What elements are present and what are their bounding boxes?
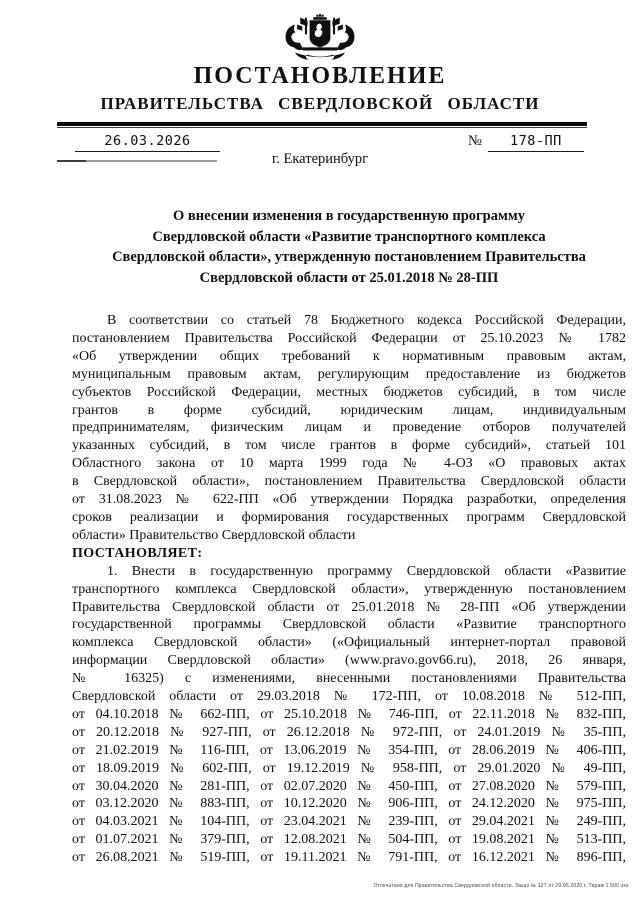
text-line: О внесении изменения в государственную программу xyxy=(173,208,525,224)
date-value: 26.03.2026 xyxy=(104,133,191,149)
text-line: в Свердловской области», постановлением Правительства Свердловской области xyxy=(72,474,626,490)
text-line: от 01.07.2021 № 379-ПП, от 12.08.2021 № 504-ПП, от 19.08.2021 № 513-ПП, xyxy=(72,832,626,848)
text-line: постановлением Правительства Российской Федерации от 25.10.2023 № 1782 xyxy=(72,330,626,346)
text-line: Свердловской области «Развитие транспортного комплекса xyxy=(152,228,546,245)
authority-heading: ПРАВИТЕЛЬСТВА СВЕРДЛОВСКОЙ ОБЛАСТИ xyxy=(100,94,540,113)
text-line: от 18.09.2019 № 602-ПП, от 19.12.2019 № 958-ПП, от 29.01.2020 № 49-ПП, xyxy=(72,760,626,776)
paragraph-amendments-list xyxy=(72,563,626,867)
text-line: указанных субсидий, в том числе грантов в форме субсидий», статьей 101 xyxy=(72,438,626,454)
header-divider xyxy=(57,122,587,128)
paragraph-preamble xyxy=(72,312,626,545)
text-line: транспортного комплекса Свердловской области», утвержденную постановлением xyxy=(72,581,626,597)
text-line: от 04.10.2018 № 662-ПП, от 25.10.2018 № 746-ПП, от 22.11.2018 № 832-ПП, xyxy=(72,706,626,722)
text-line: муниципальным правовым актам, регулирующим предоставление из бюджетов xyxy=(72,366,626,382)
print-imprint: Отпечатано для Правительства Свердловской области. Заказ № 127 от 29.05.2020 г. Тираж 1 500 экз. xyxy=(373,883,630,889)
text-line: комплекса Свердловской области» («Официальный интернет-портал правовой xyxy=(72,635,626,651)
text-line: от 31.08.2023 № 622-ПП «Об утверждении Порядка разработки, определения xyxy=(72,492,626,508)
text-line: грантов в форме субсидий, юридическим лицам, индивидуальным xyxy=(72,402,626,418)
resolution-label: ПОСТАНОВЛЯЕТ: xyxy=(72,545,203,561)
text-line: Свердловской области от 25.01.2018 № 28-ПП xyxy=(199,270,499,287)
text-line: Свердловской области от 29.03.2018 № 172-ПП, от 10.08.2018 № 512-ПП, xyxy=(72,689,626,705)
text-line: области» Правительство Свердловской области xyxy=(72,527,356,543)
text-line: от 04.03.2021 № 104-ПП, от 23.04.2021 № 239-ПП, от 29.04.2021 № 249-ПП, xyxy=(72,814,626,830)
text-line: 1. Внести в государственную программу Свердловской области «Развитие xyxy=(107,563,626,579)
text-line: от 03.12.2020 № 883-ПП, от 10.12.2020 № 906-ПП, от 24.12.2020 № 975-ПП, xyxy=(72,796,626,812)
number-field xyxy=(468,133,584,152)
doc-type-heading: ПОСТАНОВЛЕНИЕ xyxy=(193,63,447,89)
text-line: от 21.02.2019 № 116-ПП, от 13.06.2019 № 354-ПП, от 28.06.2019 № 406-ПП, xyxy=(72,742,626,758)
text-line: от 26.08.2021 № 519-ПП, от 19.11.2021 № 791-ПП, от 16.12.2021 № 896-ПП, xyxy=(72,850,626,866)
date-field xyxy=(75,133,220,152)
text-line: № 16325) с изменениями, внесенными постановлениями Правительства xyxy=(72,671,626,687)
text-line: Правительства Свердловской области от 25.01.2018 № 28-ПП «Об утверждении xyxy=(72,599,626,615)
document-title xyxy=(72,206,626,289)
text-line: от 20.12.2018 № 927-ПП, от 26.12.2018 № 972-ПП, от 24.01.2019 № 35-ПП, xyxy=(72,724,626,740)
text-line: В соответствии со статьей 78 Бюджетного кодекса Российской Федерации, xyxy=(107,313,626,328)
text-line: от 30.04.2020 № 281-ПП, от 02.07.2020 № 450-ПП, от 27.08.2020 № 579-ПП, xyxy=(72,778,626,794)
text-line: субъектов Российской Федерации, местных бюджетов субсидий, в том числе xyxy=(72,384,626,400)
city-line: г. Екатеринбург xyxy=(271,151,369,167)
text-line: Свердловской области», утвержденную постановлением Правительства xyxy=(112,249,586,266)
document-body xyxy=(72,312,626,867)
number-sign: № xyxy=(468,133,482,149)
text-line: информации Свердловской области» (www.pravo.gov66.ru), 2018, 26 января, xyxy=(72,653,626,669)
text-line: предпринимателям, физическим лицам и проведение отборов получателей xyxy=(72,420,626,436)
number-value: 178-ПП xyxy=(488,133,584,152)
text-line: государственной программы Свердловской области «Развитие транспортного xyxy=(72,617,626,633)
text-line: сроков реализации и формирования государственных программ Свердловской xyxy=(72,509,626,525)
coat-of-arms-icon xyxy=(0,13,640,65)
text-line: Областного закона от 10 марта 1999 года № 4-ОЗ «О правовых актах xyxy=(72,456,626,472)
text-line: «Об утверждении общих требований к нормативным правовым актам, xyxy=(72,348,626,364)
